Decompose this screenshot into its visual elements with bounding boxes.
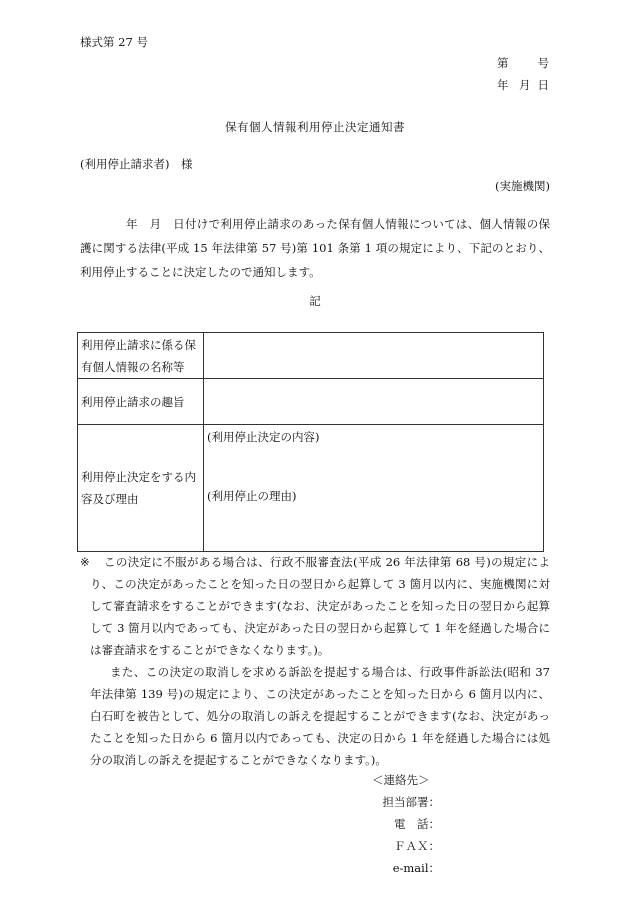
notice-body xyxy=(80,212,550,284)
table-row xyxy=(78,379,544,425)
row-value-decision-reason[interactable] xyxy=(204,425,544,552)
row-label-decision-reason: 利用停止決定をする内容及び理由 xyxy=(78,425,204,552)
contact-phone: 電 話： xyxy=(394,817,440,831)
notice-body-text: 年 月 日付けで利用停止請求のあった保有個人情報については、個人情報の保護に関する法律(平成 15 年法律第 57 号)第 101 条第 1 項の規定により、下記のとおり、利用停止することに決定したので通知します。 xyxy=(80,217,550,279)
number-prefix: 第 xyxy=(497,56,509,70)
date-month: 月 xyxy=(519,78,531,92)
row-value-request-purpose[interactable] xyxy=(204,379,544,425)
number-suffix: 号 xyxy=(537,56,549,70)
decision-reason-label: (利用停止の理由) xyxy=(207,489,297,503)
decision-table xyxy=(77,332,544,552)
note-mark: ※ xyxy=(80,555,90,569)
row-label-request-purpose: 利用停止請求の趣旨 xyxy=(78,379,204,425)
date-day: 日 xyxy=(537,78,549,92)
ki-heading: 記 xyxy=(309,294,321,308)
contact-dept: 担当部署： xyxy=(382,795,440,809)
row-value-info-name[interactable] xyxy=(204,333,544,379)
decision-content-label: (利用停止決定の内容) xyxy=(207,430,320,444)
issuing-agency: (実施機関) xyxy=(495,179,550,193)
table-row xyxy=(78,425,544,552)
row-label-info-name: 利用停止請求に係る保有個人情報の名称等 xyxy=(78,333,204,379)
table-row xyxy=(78,333,544,379)
contact-fax: ＦＡＸ： xyxy=(394,839,440,853)
contact-heading: ＜連絡先＞ xyxy=(372,773,430,787)
addressee: (利用停止請求者) 様 xyxy=(80,157,193,171)
contact-email: e-mail： xyxy=(392,861,440,875)
note-paragraph-lawsuit: また、この決定の取消しを求める訴訟を提起する場合は、行政事件訴訟法(昭和 37 年法律第 139 号)の規定により、この決定があったことを知った日から 6 箇月以内に、白石町を被告として、処分の取消しの訴えを提起することができます(なお、決定があったことを知った日から 6 箇月以内であっても、決定の日から 1 年を経過した場合には処分の取消しの訴えを提起することができなくなります。)。 xyxy=(90,665,550,767)
form-number: 様式第 27 号 xyxy=(80,35,148,49)
document-title: 保有個人情報利用停止決定通知書 xyxy=(225,120,405,134)
date-year: 年 xyxy=(497,78,509,92)
note-paragraph-appeal: この決定に不服がある場合は、行政不服審査法(平成 26 年法律第 68 号)の規定により、この決定があったことを知った日の翌日から起算して 3 箇月以内に、実施機関に対して審査請求をすることができます(なお、決定があったことを知った日の翌日から起算して 3 箇月以内であっても、決定があった日の翌日から起算して 1 年を経過した場合には審査請求をすることができなくなります。)。 xyxy=(90,555,550,657)
appeal-note xyxy=(80,551,550,771)
